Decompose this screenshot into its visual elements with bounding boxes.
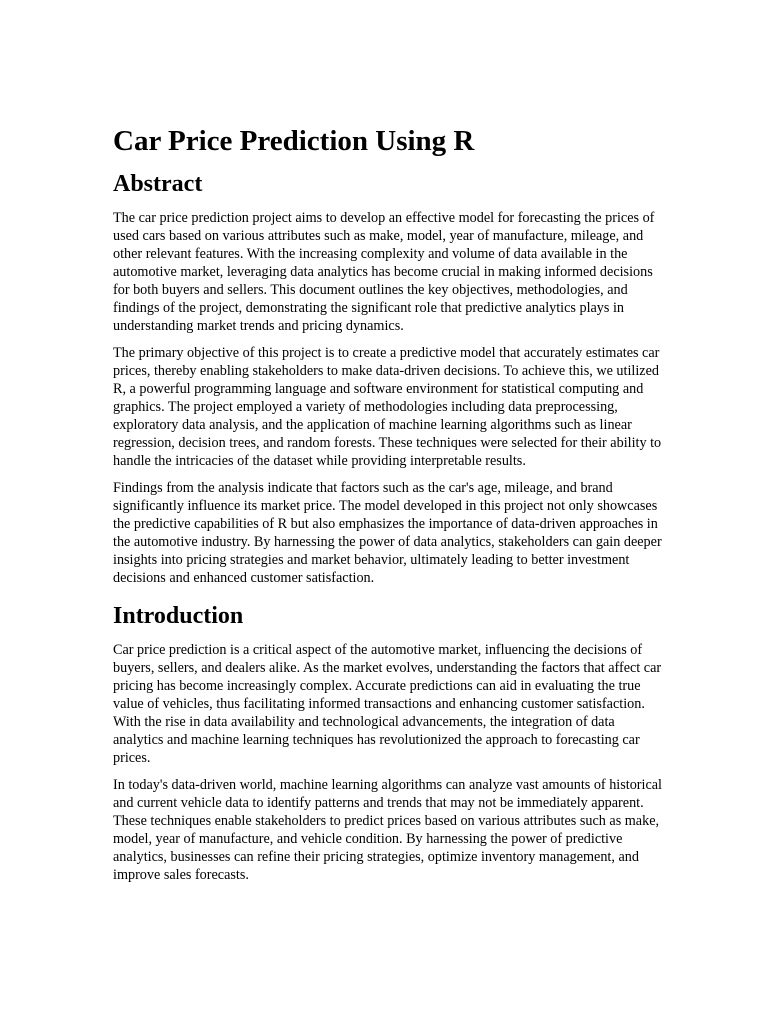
- document-page: [113, 122, 663, 893]
- introduction-paragraph-2: In today's data-driven world, machine learning algorithms can analyze vast amounts of historical and current vehicle data to identify patterns and trends that may not be immediately apparent. These techniques enable stakeholders to predict prices based on various attributes such as make, model, year of manufacture, and vehicle condition. By harnessing the power of predictive analytics, businesses can refine their pricing strategies, optimize inventory management, and improve sales forecasts.: [113, 777, 662, 883]
- abstract-paragraph-3: Findings from the analysis indicate that factors such as the car's age, mileage, and brand significantly influence its market price. The model developed in this project not only showcases the predictive capabilities of R but also emphasizes the importance of data-driven approaches in the automotive industry. By harnessing the power of data analytics, stakeholders can gain deeper insights into pricing strategies and market behavior, ultimately leading to better investment decisions and enhanced customer satisfaction.: [113, 480, 662, 586]
- abstract-paragraph-1: The car price prediction project aims to develop an effective model for forecasting the prices of used cars based on various attributes such as make, model, year of manufacture, mileage, and other relevant features. With the increasing complexity and volume of data available in the automotive market, leveraging data analytics has become crucial in making informed decisions for both buyers and sellers. This document outlines the key objectives, methodologies, and findings of the project, demonstrating the significant role that predictive analytics plays in understanding market trends and pricing dynamics.: [113, 210, 655, 334]
- introduction-section: [113, 600, 663, 884]
- document-title: Car Price Prediction Using R: [113, 125, 475, 157]
- abstract-heading: Abstract: [113, 171, 203, 197]
- introduction-heading: Introduction: [113, 603, 244, 629]
- abstract-paragraph-2: The primary objective of this project is to create a predictive model that accurately estimates car prices, thereby enabling stakeholders to make data-driven decisions. To achieve this, we utilized R, a powerful programming language and software environment for statistical computing and graphics. The project employed a variety of methodologies including data preprocessing, exploratory data analysis, and the application of machine learning algorithms such as linear regression, decision trees, and random forests. These techniques were selected for their ability to handle the intricacies of the dataset while providing interpretable results.: [113, 345, 662, 469]
- introduction-paragraph-1: Car price prediction is a critical aspect of the automotive market, influencing the decisions of buyers, sellers, and dealers alike. As the market evolves, understanding the factors that affect car pricing has become increasingly complex. Accurate predictions can aid in evaluating the true value of vehicles, thus facilitating informed transactions and enhancing customer satisfaction. With the rise in data availability and technological advancements, the integration of data analytics and machine learning techniques has revolutionized the approach to forecasting car prices.: [113, 642, 662, 766]
- abstract-section: [113, 168, 663, 587]
